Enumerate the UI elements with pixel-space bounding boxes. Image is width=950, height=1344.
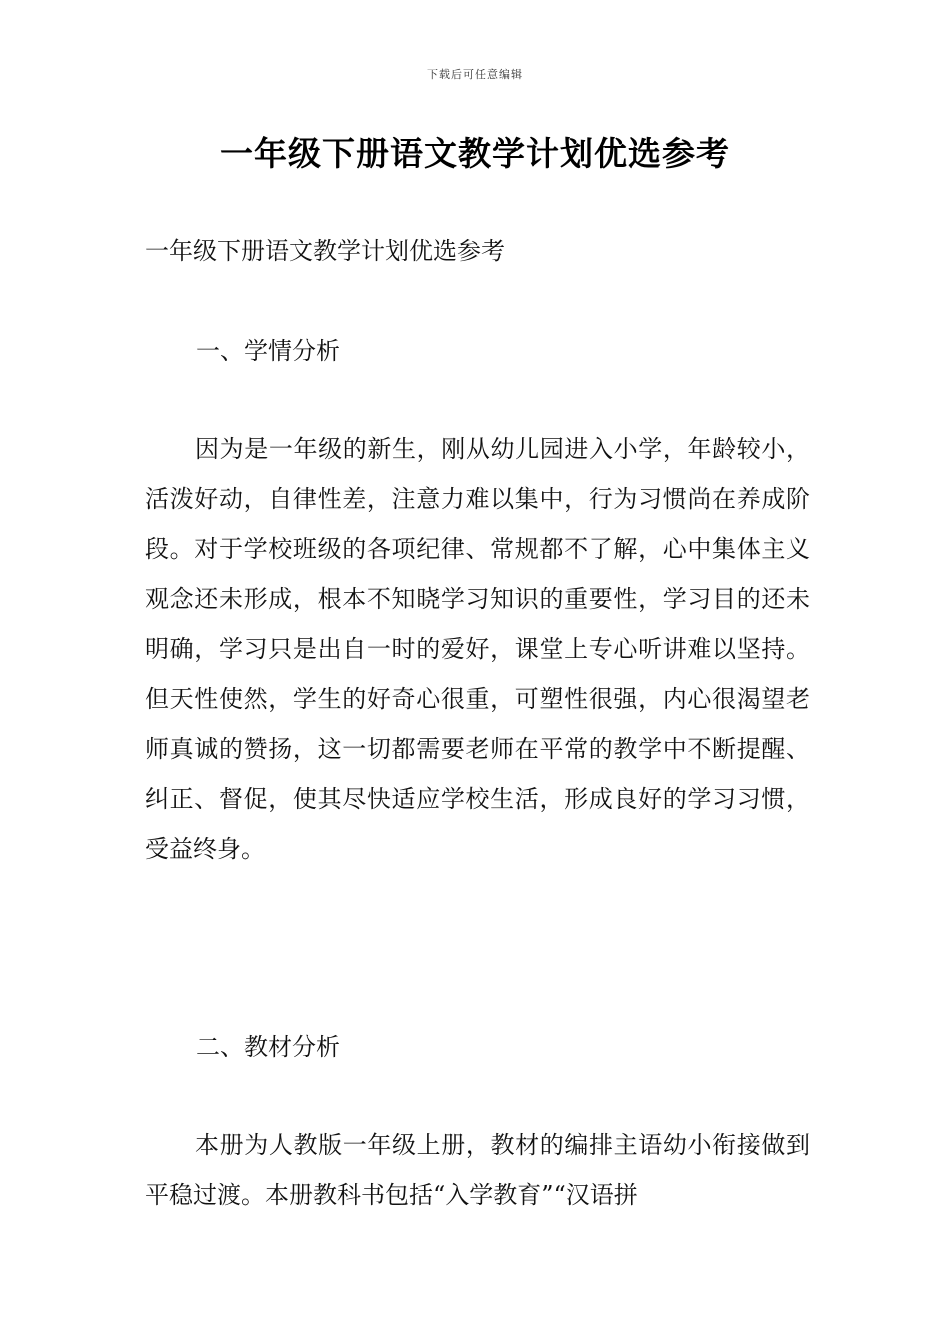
section-heading-learning-analysis: 一、学情分析 xyxy=(196,337,340,365)
document-subtitle: 一年级下册语文教学计划优选参考 xyxy=(145,237,505,265)
section-paragraph-textbook-analysis: 本册为人教版一年级上册，教材的编排主语幼小衔接做到平稳过渡。本册教科书包括“入学教育”“汉语拼 xyxy=(145,1131,810,1209)
section-heading-textbook-analysis: 二、教材分析 xyxy=(196,1033,340,1061)
document-title: 一年级下册语文教学计划优选参考 xyxy=(220,134,730,173)
header-note: 下载后可任意编辑 xyxy=(427,68,523,81)
section-paragraph-learning-analysis: 因为是一年级的新生，刚从幼儿园进入小学，年龄较小，活泼好动，自律性差，注意力难以集中，行为习惯尚在养成阶段。对于学校班级的各项纪律、常规都不了解，心中集体主义观念还未形成，根本不知晓学习知识的重要性，学习目的还未明确，学习只是出自一时的爱好，课堂上专心听讲难以坚持。但天性使然，学生的好奇心很重，可塑性很强，内心很渴望老师真诚的赞扬，这一切都需要老师在平常的教学中不断提醒、纠正、督促，使其尽快适应学校生活，形成良好的学习习惯，受益终身。 xyxy=(145,435,810,863)
